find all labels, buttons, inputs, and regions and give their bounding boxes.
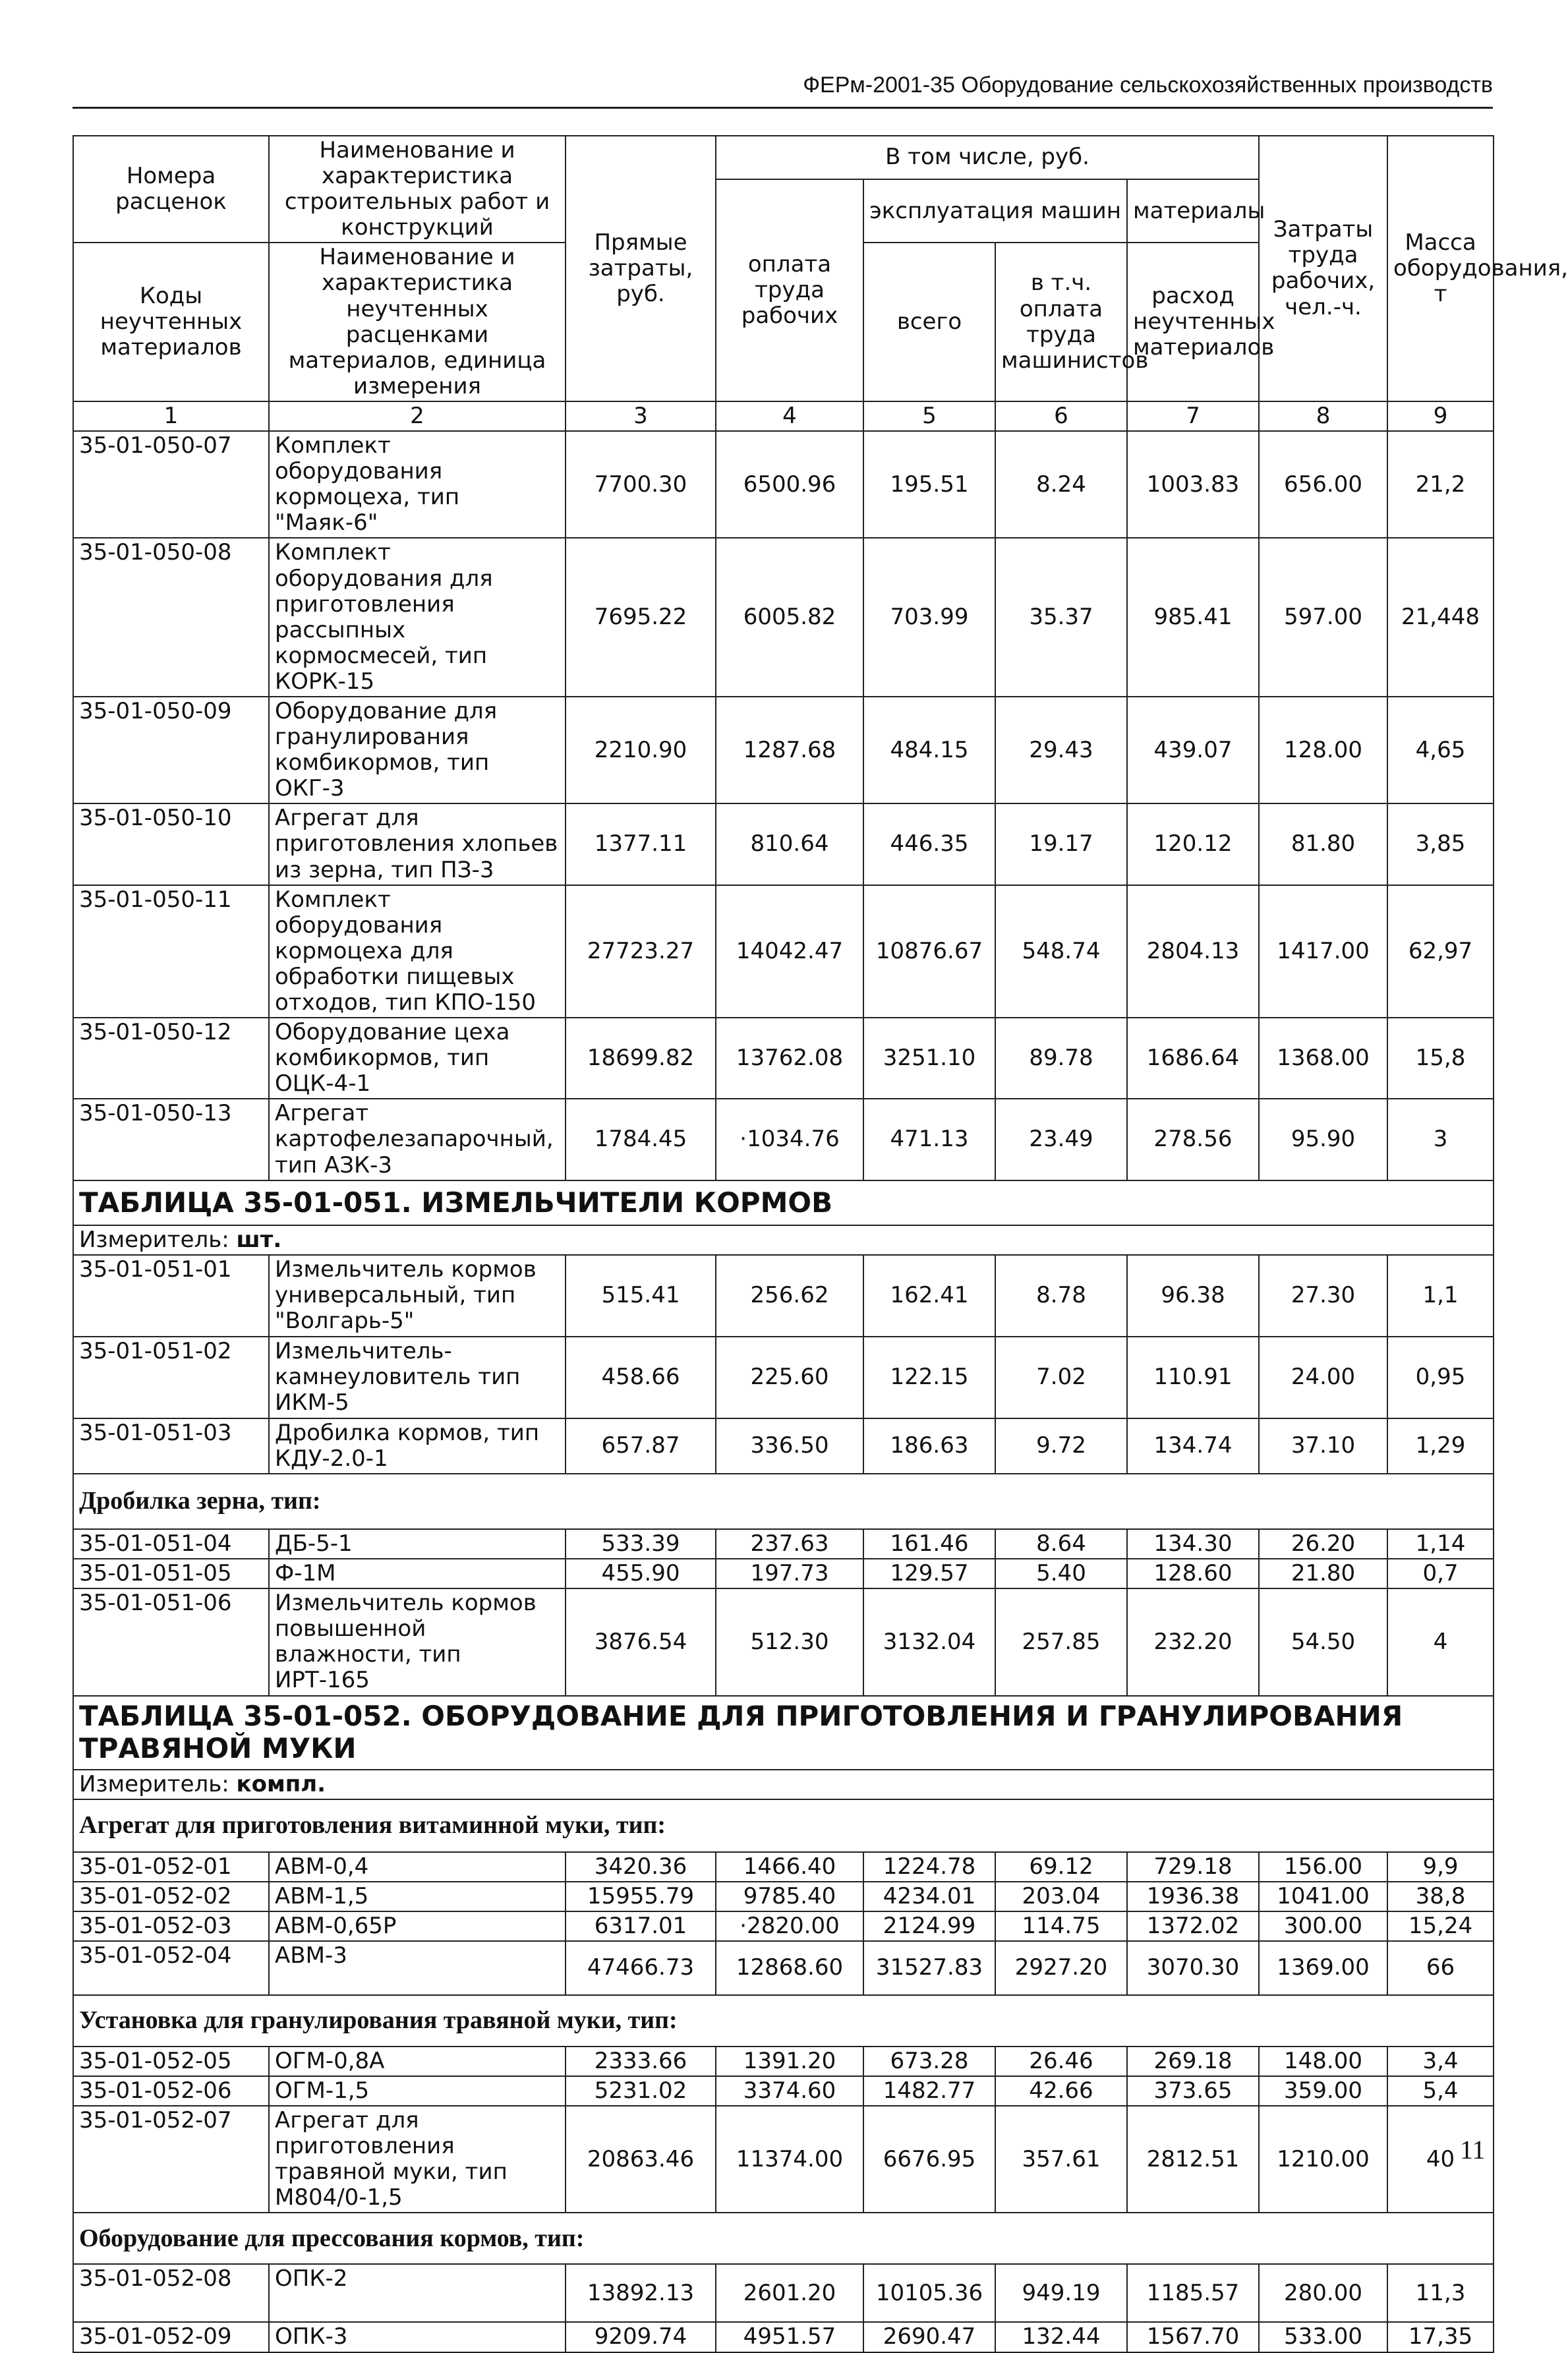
value-cell: 120.12 bbox=[1127, 803, 1259, 885]
table-title: ТАБЛИЦА 35-01-052. ОБОРУДОВАНИЕ ДЛЯ ПРИГОТОВЛЕНИЯ И ГРАНУЛИРОВАНИЯ ТРАВЯНОЙ МУКИ bbox=[73, 1696, 1494, 1770]
section-052-rows-3 bbox=[73, 2264, 1494, 2352]
value-cell: 114.75 bbox=[995, 1911, 1127, 1941]
column-number: 9 bbox=[1387, 401, 1494, 431]
value-cell: 2124.99 bbox=[863, 1911, 995, 1941]
value-cell: 1287.68 bbox=[716, 697, 863, 803]
value-cell: ·2820.00 bbox=[716, 1911, 863, 1941]
rate-code: 35-01-050-07 bbox=[73, 431, 269, 538]
value-cell: 10876.67 bbox=[863, 885, 995, 1018]
value-cell: 1,14 bbox=[1387, 1529, 1494, 1559]
col-head-wages: оплата труда рабочих bbox=[716, 179, 863, 401]
value-cell: 8.24 bbox=[995, 431, 1127, 538]
value-cell: 134.74 bbox=[1127, 1418, 1259, 1474]
value-cell: 336.50 bbox=[716, 1418, 863, 1474]
value-cell: 13762.08 bbox=[716, 1018, 863, 1099]
value-cell: 703.99 bbox=[863, 538, 995, 697]
value-cell: 128.60 bbox=[1127, 1559, 1259, 1588]
rate-code: 35-01-052-04 bbox=[73, 1941, 269, 1995]
table-row bbox=[73, 697, 1494, 803]
value-cell: 9,9 bbox=[1387, 1852, 1494, 1882]
value-cell: 4234.01 bbox=[863, 1882, 995, 1911]
value-cell: 455.90 bbox=[566, 1559, 716, 1588]
value-cell: 2804.13 bbox=[1127, 885, 1259, 1018]
item-name: Оборудование цеха комбикормов, тип ОЦК-4-1 bbox=[269, 1018, 566, 1099]
measure-unit: компл. bbox=[236, 1770, 326, 1797]
value-cell: 232.20 bbox=[1127, 1588, 1259, 1695]
value-cell: 225.60 bbox=[716, 1337, 863, 1418]
column-number: 4 bbox=[716, 401, 863, 431]
value-cell: 3251.10 bbox=[863, 1018, 995, 1099]
value-cell: 6317.01 bbox=[566, 1911, 716, 1941]
value-cell: 3374.60 bbox=[716, 2076, 863, 2106]
column-numbers-row bbox=[73, 401, 1494, 431]
value-cell: 197.73 bbox=[716, 1559, 863, 1588]
item-name: Ф-1М bbox=[269, 1559, 566, 1588]
column-number: 6 bbox=[995, 401, 1127, 431]
rates-table bbox=[73, 135, 1568, 2353]
item-name: Измельчитель кормов универсальный, тип "Волгарь-5" bbox=[269, 1255, 566, 1337]
value-cell: 38,8 bbox=[1387, 1882, 1494, 1911]
value-cell: 533.39 bbox=[566, 1529, 716, 1559]
value-cell: 2210.90 bbox=[566, 697, 716, 803]
value-cell: 1041.00 bbox=[1259, 1882, 1387, 1911]
value-cell: 3420.36 bbox=[566, 1852, 716, 1882]
value-cell: 1,29 bbox=[1387, 1418, 1494, 1474]
value-cell: 1482.77 bbox=[863, 2076, 995, 2106]
value-cell: 471.13 bbox=[863, 1099, 995, 1180]
rate-code: 35-01-052-02 bbox=[73, 1882, 269, 1911]
section-052-heading bbox=[73, 1696, 1494, 1852]
value-cell: 19.17 bbox=[995, 803, 1127, 885]
rate-code: 35-01-052-06 bbox=[73, 2076, 269, 2106]
item-name: Комплект оборудования кормоцеха для обработки пищевых отходов, тип КПО-150 bbox=[269, 885, 566, 1018]
value-cell: 17,35 bbox=[1387, 2322, 1494, 2352]
rate-code: 35-01-050-12 bbox=[73, 1018, 269, 1099]
value-cell: 13892.13 bbox=[566, 2264, 716, 2322]
value-cell: 128.00 bbox=[1259, 697, 1387, 803]
measure-line bbox=[73, 1770, 1494, 1799]
value-cell: 656.00 bbox=[1259, 431, 1387, 538]
item-name: Измельчитель кормов повышенной влажности, тип ИРТ-165 bbox=[269, 1588, 566, 1695]
section-051-heading bbox=[73, 1180, 1494, 1255]
table-row bbox=[73, 1911, 1494, 1941]
value-cell: 0,7 bbox=[1387, 1559, 1494, 1588]
value-cell: 729.18 bbox=[1127, 1852, 1259, 1882]
value-cell: 278.56 bbox=[1127, 1099, 1259, 1180]
value-cell: 134.30 bbox=[1127, 1529, 1259, 1559]
value-cell: 1369.00 bbox=[1259, 1941, 1387, 1995]
measure-label: Измеритель: bbox=[79, 1770, 229, 1797]
item-name: ОГМ-0,8А bbox=[269, 2047, 566, 2076]
value-cell: 2333.66 bbox=[566, 2047, 716, 2076]
value-cell: 4 bbox=[1387, 1588, 1494, 1695]
col-head-unaccounted-materials: расход неучтенных материалов bbox=[1127, 243, 1259, 401]
table-row bbox=[73, 2076, 1494, 2106]
item-name: Дробилка кормов, тип КДУ-2.0-1 bbox=[269, 1418, 566, 1474]
subgroup-heading: Дробилка зерна, тип: bbox=[73, 1474, 1494, 1529]
item-name: Комплект оборудования для приготовления рассыпных кормосмесей, тип КОРК-15 bbox=[269, 538, 566, 697]
value-cell: 269.18 bbox=[1127, 2047, 1259, 2076]
section-052-sub-2 bbox=[73, 1995, 1494, 2047]
value-cell: 8.64 bbox=[995, 1529, 1127, 1559]
value-cell: 14042.47 bbox=[716, 885, 863, 1018]
table-row bbox=[73, 1941, 1494, 1995]
rate-code: 35-01-051-04 bbox=[73, 1529, 269, 1559]
rate-code: 35-01-052-05 bbox=[73, 2047, 269, 2076]
rate-code: 35-01-052-07 bbox=[73, 2106, 269, 2213]
table-row bbox=[73, 1559, 1494, 1588]
value-cell: 1377.11 bbox=[566, 803, 716, 885]
section-052-sub-3 bbox=[73, 2213, 1494, 2264]
value-cell: 161.46 bbox=[863, 1529, 995, 1559]
value-cell: 1567.70 bbox=[1127, 2322, 1259, 2352]
value-cell: 949.19 bbox=[995, 2264, 1127, 2322]
col-head-unaccounted-codes: Коды неучтенных материалов bbox=[73, 243, 269, 401]
value-cell: 122.15 bbox=[863, 1337, 995, 1418]
col-head-group: В том числе, руб. bbox=[716, 136, 1259, 179]
value-cell: 5.40 bbox=[995, 1559, 1127, 1588]
value-cell: 2601.20 bbox=[716, 2264, 863, 2322]
col-head-direct-costs: Прямые затраты, руб. bbox=[566, 136, 716, 401]
item-name: Агрегат для приготовления травяной муки, тип М804/0-1,5 bbox=[269, 2106, 566, 2213]
value-cell: 81.80 bbox=[1259, 803, 1387, 885]
value-cell: ·1034.76 bbox=[716, 1099, 863, 1180]
value-cell: 673.28 bbox=[863, 2047, 995, 2076]
measure-line bbox=[73, 1225, 1494, 1255]
value-cell: 15955.79 bbox=[566, 1882, 716, 1911]
value-cell: 9209.74 bbox=[566, 2322, 716, 2352]
section-052-rows-1 bbox=[73, 1852, 1494, 1995]
subgroup-heading: Оборудование для прессования кормов, тип: bbox=[73, 2213, 1494, 2264]
value-cell: 23.49 bbox=[995, 1099, 1127, 1180]
rate-code: 35-01-051-02 bbox=[73, 1337, 269, 1418]
col-head-codes: Номера расценок bbox=[73, 136, 269, 243]
value-cell: 69.12 bbox=[995, 1852, 1127, 1882]
value-cell: 3132.04 bbox=[863, 1588, 995, 1695]
value-cell: 439.07 bbox=[1127, 697, 1259, 803]
value-cell: 6500.96 bbox=[716, 431, 863, 538]
value-cell: 657.87 bbox=[566, 1418, 716, 1474]
value-cell: 26.20 bbox=[1259, 1529, 1387, 1559]
value-cell: 2690.47 bbox=[863, 2322, 995, 2352]
value-cell: 195.51 bbox=[863, 431, 995, 538]
value-cell: 8.78 bbox=[995, 1255, 1127, 1337]
table-row bbox=[73, 1255, 1494, 1337]
value-cell: 3 bbox=[1387, 1099, 1494, 1180]
value-cell: 4,65 bbox=[1387, 697, 1494, 803]
column-number: 7 bbox=[1127, 401, 1259, 431]
section-051-rows bbox=[73, 1255, 1494, 1474]
col-head-unaccounted-name: Наименование и характеристика неучтенных расценками материалов, единица измерения bbox=[269, 243, 566, 401]
rate-code: 35-01-051-01 bbox=[73, 1255, 269, 1337]
value-cell: 1185.57 bbox=[1127, 2264, 1259, 2322]
subgroup-heading: Агрегат для приготовления витаминной муки, тип: bbox=[73, 1799, 1494, 1852]
value-cell: 162.41 bbox=[863, 1255, 995, 1337]
rate-code: 35-01-050-08 bbox=[73, 538, 269, 697]
value-cell: 96.38 bbox=[1127, 1255, 1259, 1337]
item-name: ОПК-3 bbox=[269, 2322, 566, 2352]
table-title: ТАБЛИЦА 35-01-051. ИЗМЕЛЬЧИТЕЛИ КОРМОВ bbox=[73, 1180, 1494, 1225]
value-cell: 597.00 bbox=[1259, 538, 1387, 697]
table-row bbox=[73, 2047, 1494, 2076]
table-row bbox=[73, 1529, 1494, 1559]
measure-unit: шт. bbox=[236, 1226, 282, 1253]
value-cell: 11,3 bbox=[1387, 2264, 1494, 2322]
value-cell: 1210.00 bbox=[1259, 2106, 1387, 2213]
value-cell: 31527.83 bbox=[863, 1941, 995, 1995]
value-cell: 40 bbox=[1387, 2106, 1494, 2213]
rate-code: 35-01-050-11 bbox=[73, 885, 269, 1018]
value-cell: 810.64 bbox=[716, 803, 863, 885]
table-row bbox=[73, 1018, 1494, 1099]
item-name: Измельчитель-камнеуловитель тип ИКМ-5 bbox=[269, 1337, 566, 1418]
column-number: 5 bbox=[863, 401, 995, 431]
value-cell: 20863.46 bbox=[566, 2106, 716, 2213]
value-cell: 5,4 bbox=[1387, 2076, 1494, 2106]
value-cell: 1686.64 bbox=[1127, 1018, 1259, 1099]
header-rule bbox=[73, 107, 1493, 109]
value-cell: 4951.57 bbox=[716, 2322, 863, 2352]
table-row bbox=[73, 1418, 1494, 1474]
value-cell: 533.00 bbox=[1259, 2322, 1387, 2352]
table-row bbox=[73, 885, 1494, 1018]
value-cell: 47466.73 bbox=[566, 1941, 716, 1995]
item-name: АВМ-0,65Р bbox=[269, 1911, 566, 1941]
value-cell: 54.50 bbox=[1259, 1588, 1387, 1695]
value-cell: 21,448 bbox=[1387, 538, 1494, 697]
table-row bbox=[73, 2264, 1494, 2322]
column-number: 2 bbox=[269, 401, 566, 431]
value-cell: 484.15 bbox=[863, 697, 995, 803]
table-row bbox=[73, 2106, 1494, 2213]
value-cell: 1391.20 bbox=[716, 2047, 863, 2076]
rate-code: 35-01-051-03 bbox=[73, 1418, 269, 1474]
value-cell: 1,1 bbox=[1387, 1255, 1494, 1337]
value-cell: 237.63 bbox=[716, 1529, 863, 1559]
value-cell: 1003.83 bbox=[1127, 431, 1259, 538]
measure-label: Измеритель: bbox=[79, 1226, 229, 1253]
value-cell: 6005.82 bbox=[716, 538, 863, 697]
value-cell: 37.10 bbox=[1259, 1418, 1387, 1474]
item-name: ДБ-5-1 bbox=[269, 1529, 566, 1559]
value-cell: 9785.40 bbox=[716, 1882, 863, 1911]
value-cell: 95.90 bbox=[1259, 1099, 1387, 1180]
value-cell: 156.00 bbox=[1259, 1852, 1387, 1882]
rate-code: 35-01-050-10 bbox=[73, 803, 269, 885]
item-name: Оборудование для гранулирования комбикормов, тип ОКГ-3 bbox=[269, 697, 566, 803]
value-cell: 359.00 bbox=[1259, 2076, 1387, 2106]
item-name: Агрегат картофелезапарочный, тип АЗК-3 bbox=[269, 1099, 566, 1180]
value-cell: 62,97 bbox=[1387, 885, 1494, 1018]
value-cell: 458.66 bbox=[566, 1337, 716, 1418]
section-052-rows-2 bbox=[73, 2047, 1494, 2213]
table-row bbox=[73, 1337, 1494, 1418]
value-cell: 5231.02 bbox=[566, 2076, 716, 2106]
value-cell: 446.35 bbox=[863, 803, 995, 885]
value-cell: 515.41 bbox=[566, 1255, 716, 1337]
col-head-machines-total: всего bbox=[863, 243, 995, 401]
value-cell: 357.61 bbox=[995, 2106, 1127, 2213]
value-cell: 27.30 bbox=[1259, 1255, 1387, 1337]
col-head-machines: эксплуатация машин bbox=[863, 179, 1127, 243]
rate-code: 35-01-052-01 bbox=[73, 1852, 269, 1882]
value-cell: 24.00 bbox=[1259, 1337, 1387, 1418]
value-cell: 3,4 bbox=[1387, 2047, 1494, 2076]
value-cell: 18699.82 bbox=[566, 1018, 716, 1099]
table-row bbox=[73, 2322, 1494, 2352]
value-cell: 1784.45 bbox=[566, 1099, 716, 1180]
value-cell: 1368.00 bbox=[1259, 1018, 1387, 1099]
value-cell: 512.30 bbox=[716, 1588, 863, 1695]
table-row bbox=[73, 538, 1494, 697]
col-head-labor: Затраты труда рабочих, чел.-ч. bbox=[1259, 136, 1387, 401]
rate-code: 35-01-051-05 bbox=[73, 1559, 269, 1588]
value-cell: 10105.36 bbox=[863, 2264, 995, 2322]
running-header: ФЕРм-2001-35 Оборудование сельскохозяйственных производств bbox=[803, 73, 1493, 98]
value-cell: 129.57 bbox=[863, 1559, 995, 1588]
value-cell: 15,24 bbox=[1387, 1911, 1494, 1941]
column-number: 3 bbox=[566, 401, 716, 431]
value-cell: 3,85 bbox=[1387, 803, 1494, 885]
table-row bbox=[73, 1882, 1494, 1911]
col-head-mass: Масса оборудования, т bbox=[1387, 136, 1494, 401]
value-cell: 280.00 bbox=[1259, 2264, 1387, 2322]
item-name: АВМ-1,5 bbox=[269, 1882, 566, 1911]
value-cell: 21,2 bbox=[1387, 431, 1494, 538]
value-cell: 6676.95 bbox=[863, 2106, 995, 2213]
table-row bbox=[73, 431, 1494, 538]
value-cell: 3070.30 bbox=[1127, 1941, 1259, 1995]
value-cell: 89.78 bbox=[995, 1018, 1127, 1099]
page-number: 11 bbox=[1460, 2135, 1486, 2164]
value-cell: 256.62 bbox=[716, 1255, 863, 1337]
value-cell: 148.00 bbox=[1259, 2047, 1387, 2076]
table-row bbox=[73, 1099, 1494, 1180]
value-cell: 1417.00 bbox=[1259, 885, 1387, 1018]
value-cell: 7695.22 bbox=[566, 538, 716, 697]
subgroup-heading: Установка для гранулирования травяной муки, тип: bbox=[73, 1995, 1494, 2047]
col-head-machinists: в т.ч. оплата труда машинистов bbox=[995, 243, 1127, 401]
value-cell: 21.80 bbox=[1259, 1559, 1387, 1588]
rate-code: 35-01-050-13 bbox=[73, 1099, 269, 1180]
column-number: 1 bbox=[73, 401, 269, 431]
value-cell: 66 bbox=[1387, 1941, 1494, 1995]
value-cell: 27723.27 bbox=[566, 885, 716, 1018]
rate-code: 35-01-051-06 bbox=[73, 1588, 269, 1695]
value-cell: 2927.20 bbox=[995, 1941, 1127, 1995]
value-cell: 2812.51 bbox=[1127, 2106, 1259, 2213]
rate-code: 35-01-052-09 bbox=[73, 2322, 269, 2352]
column-number: 8 bbox=[1259, 401, 1387, 431]
item-name: АВМ-3 bbox=[269, 1941, 566, 1995]
value-cell: 26.46 bbox=[995, 2047, 1127, 2076]
value-cell: 548.74 bbox=[995, 885, 1127, 1018]
item-name: Агрегат для приготовления хлопьев из зерна, тип ПЗ-3 bbox=[269, 803, 566, 885]
value-cell: 35.37 bbox=[995, 538, 1127, 697]
value-cell: 373.65 bbox=[1127, 2076, 1259, 2106]
table-row bbox=[73, 1588, 1494, 1695]
table-row bbox=[73, 803, 1494, 885]
section-051-sub bbox=[73, 1474, 1494, 1529]
value-cell: 11374.00 bbox=[716, 2106, 863, 2213]
value-cell: 0,95 bbox=[1387, 1337, 1494, 1418]
col-head-materials: материалы bbox=[1127, 179, 1259, 243]
item-name: АВМ-0,4 bbox=[269, 1852, 566, 1882]
value-cell: 9.72 bbox=[995, 1418, 1127, 1474]
value-cell: 29.43 bbox=[995, 697, 1127, 803]
value-cell: 1936.38 bbox=[1127, 1882, 1259, 1911]
value-cell: 985.41 bbox=[1127, 538, 1259, 697]
value-cell: 3876.54 bbox=[566, 1588, 716, 1695]
value-cell: 7700.30 bbox=[566, 431, 716, 538]
rate-code: 35-01-050-09 bbox=[73, 697, 269, 803]
table-row bbox=[73, 1852, 1494, 1882]
value-cell: 1372.02 bbox=[1127, 1911, 1259, 1941]
value-cell: 15,8 bbox=[1387, 1018, 1494, 1099]
value-cell: 300.00 bbox=[1259, 1911, 1387, 1941]
item-name: ОПК-2 bbox=[269, 2264, 566, 2322]
section-051-rows-2 bbox=[73, 1529, 1494, 1696]
value-cell: 110.91 bbox=[1127, 1337, 1259, 1418]
section-050-body bbox=[73, 431, 1494, 1180]
item-name: ОГМ-1,5 bbox=[269, 2076, 566, 2106]
value-cell: 42.66 bbox=[995, 2076, 1127, 2106]
value-cell: 1466.40 bbox=[716, 1852, 863, 1882]
rate-code: 35-01-052-03 bbox=[73, 1911, 269, 1941]
value-cell: 257.85 bbox=[995, 1588, 1127, 1695]
value-cell: 12868.60 bbox=[716, 1941, 863, 1995]
col-head-name: Наименование и характеристика строительных работ и конструкций bbox=[269, 136, 566, 243]
value-cell: 186.63 bbox=[863, 1418, 995, 1474]
item-name: Комплект оборудования кормоцеха, тип "Маяк-6" bbox=[269, 431, 566, 538]
value-cell: 1224.78 bbox=[863, 1852, 995, 1882]
value-cell: 132.44 bbox=[995, 2322, 1127, 2352]
value-cell: 7.02 bbox=[995, 1337, 1127, 1418]
value-cell: 203.04 bbox=[995, 1882, 1127, 1911]
rate-code: 35-01-052-08 bbox=[73, 2264, 269, 2322]
